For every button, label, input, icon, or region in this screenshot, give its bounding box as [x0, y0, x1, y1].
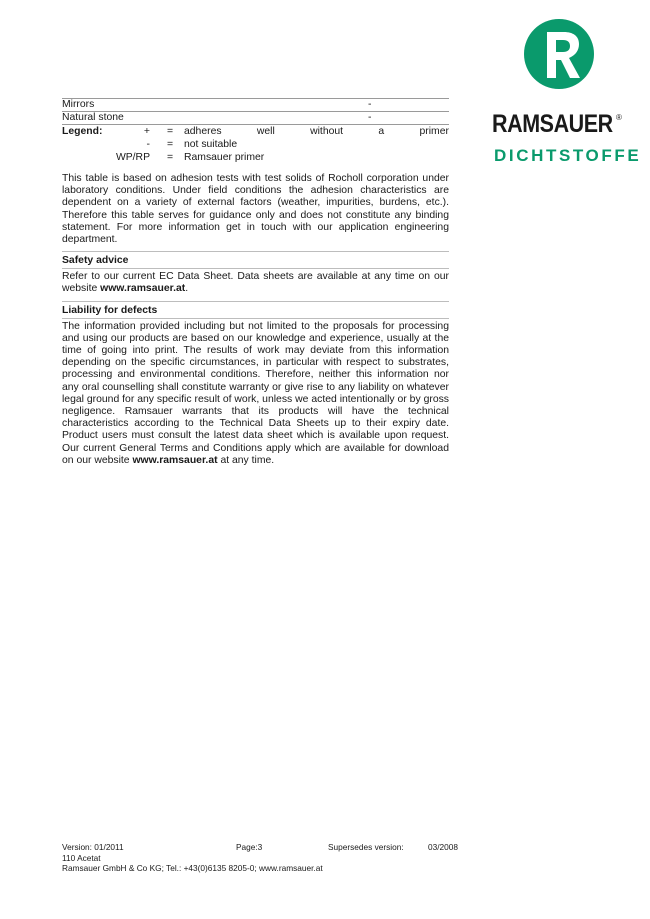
- legend-description: not suitable: [184, 139, 238, 150]
- legend-word: without: [310, 126, 344, 137]
- legend-equals: =: [167, 126, 174, 137]
- brand-name: RAMSAUER: [492, 110, 613, 138]
- material-name: Mirrors: [62, 99, 95, 110]
- legend-word: primer: [419, 126, 449, 137]
- legend-description: Ramsauer primer: [184, 152, 265, 163]
- liability-text-end: at any time.: [217, 454, 275, 466]
- legend-word: a: [378, 126, 385, 137]
- footer-supersedes-label: Supersedes version:: [328, 842, 404, 852]
- safety-text: Refer to our current EC Data Sheet. Data sheets are available at any time on our website: [62, 271, 449, 295]
- table-row: [62, 111, 449, 125]
- table-row: [62, 98, 449, 111]
- footer-product: 110 Acetat: [62, 852, 101, 863]
- intro-paragraph: This table is based on adhesion tests with test solids of Rocholl corporation under laboratory conditions. Under field conditions the adhesion characteristics are dependent on a variety of external factors (weather, impurities, burdens, etc.). Therefore this table serves for guidance only and does not constitute any binding statement. For more information get in touch with our application engineering department.: [62, 173, 449, 246]
- liability-paragraph: [62, 321, 449, 467]
- footer-page-number: Page:3: [236, 842, 263, 852]
- legend-word: well: [256, 126, 275, 137]
- legend-symbol: WP/RP: [115, 152, 150, 163]
- legend-equals: =: [167, 139, 174, 150]
- legend-equals: =: [167, 152, 174, 163]
- main-content: [62, 98, 449, 467]
- page-footer: [62, 842, 458, 874]
- legend-word: adheres: [184, 126, 222, 137]
- liability-heading: Liability for defects: [62, 301, 449, 319]
- legend-label: Legend:: [62, 126, 103, 137]
- footer-company: Ramsauer GmbH & Co KG; Tel.: +43(0)6135 8205-0; www.ramsauer.at: [62, 863, 323, 873]
- footer-supersedes-date: 03/2008: [428, 842, 458, 852]
- legend-symbol: +: [143, 126, 150, 137]
- ramsauer-logo: [492, 18, 642, 165]
- safety-paragraph: [62, 271, 449, 295]
- material-value: -: [368, 112, 372, 123]
- safety-heading: Safety advice: [62, 251, 449, 269]
- material-name: Natural stone: [62, 112, 124, 123]
- ramsauer-r-mark-icon: [523, 18, 595, 90]
- legend-symbol: -: [146, 139, 150, 150]
- safety-text-end: .: [185, 283, 189, 295]
- footer-version: Version: 01/2011: [62, 842, 124, 852]
- liability-text: The information provided including but not limited to the proposals for processing and using our products are based on our knowledge and experience, usually at the time of going into print. The results of work may deviate from this information depending on the specific circumstances, in particular with respect to substrates, processing and environmental conditions. Therefore, neither this information nor any oral counselling shall constitute warranty or give rise to any liability on whatever legal ground for any specific result of work, unless we acted intentionally or by gross negligence. Ramsauer warrants that its products will have the technical characteristics according to the Technical Data Sheets up to their expiry date. Product users must consult the latest data sheet which is available upon request. Our current General Terms and Conditions apply which are available for download on our website: [62, 320, 449, 466]
- legend-description: [184, 126, 449, 138]
- website-link[interactable]: www.ramsauer.at: [132, 454, 218, 466]
- registered-mark: ®: [616, 113, 622, 122]
- website-link[interactable]: www.ramsauer.at: [100, 283, 186, 295]
- legend: [62, 126, 449, 164]
- material-value: -: [368, 99, 372, 110]
- brand-subtitle: DICHTSTOFFE: [494, 146, 642, 165]
